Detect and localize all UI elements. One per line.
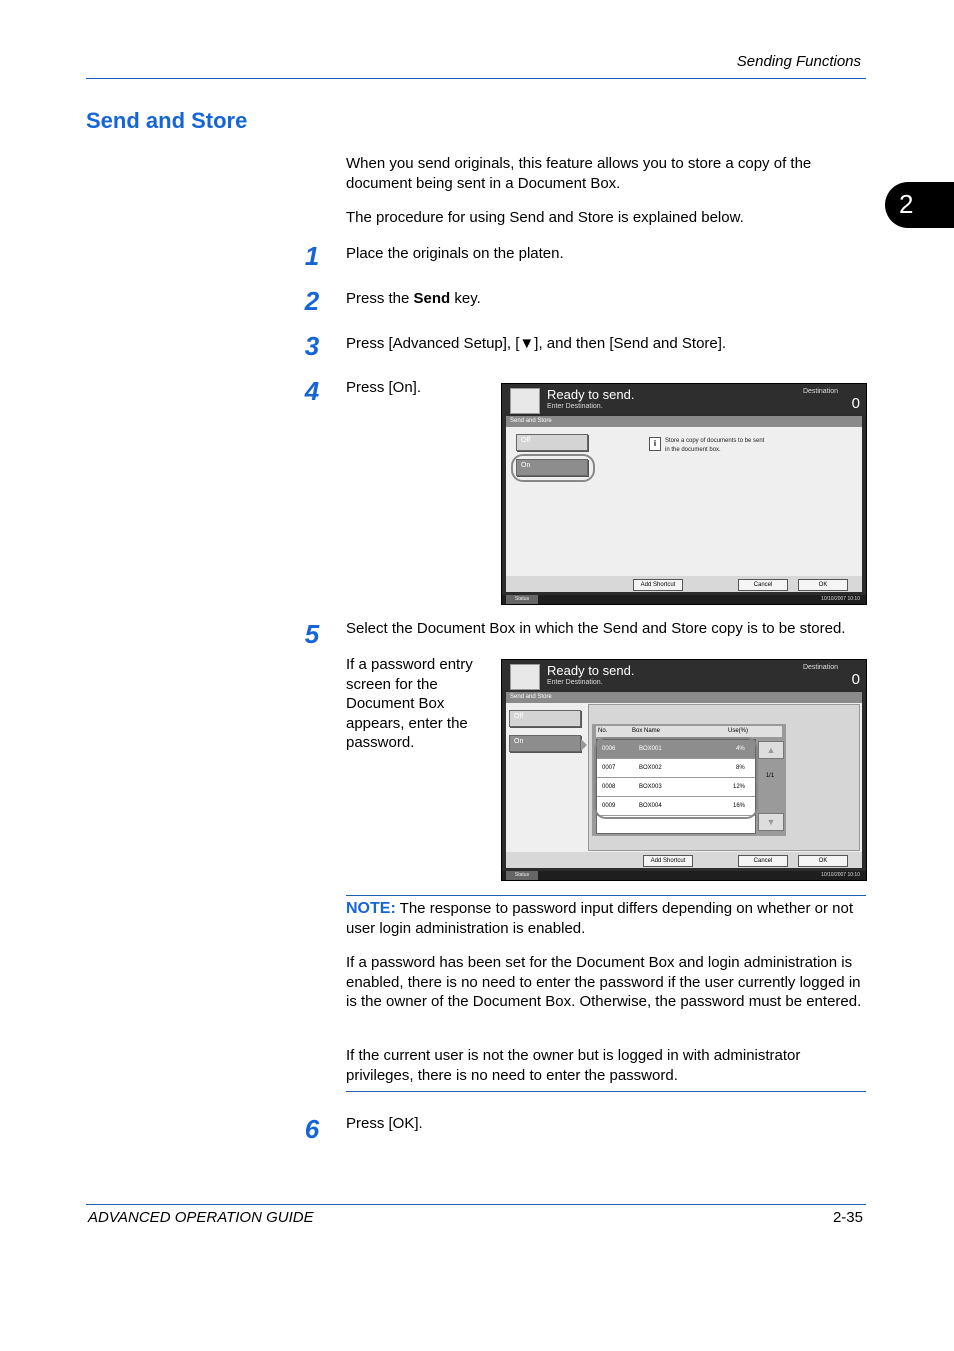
ok-button-2[interactable]: OK <box>798 855 848 867</box>
footer-rule <box>86 1204 866 1205</box>
row-no: 0007 <box>602 765 616 771</box>
step-number-4: 4 <box>304 376 320 406</box>
row-no: 0006 <box>602 746 616 752</box>
row-use: 12% <box>733 784 746 790</box>
step-number-1: 1 <box>304 241 320 271</box>
step-text-2 <box>346 289 481 309</box>
chapter-tab <box>885 182 954 228</box>
screen2-topbar <box>502 660 866 690</box>
status-button[interactable]: Status <box>506 595 538 604</box>
note-paragraph-2: If a password has been set for the Document Box and login administration is enabled, there is no need to enter the password if the user currently logged in is the owner of the Document Box. Otherwise, the password must be entered. <box>346 954 862 1010</box>
highlight-ring-2 <box>594 737 758 819</box>
screen1-datetime: 10/10/2007 10:10 <box>821 596 860 602</box>
screen1-topbar <box>502 384 866 414</box>
step-number-3: 3 <box>304 331 320 361</box>
step-text-5-pre: Select the Document Box in which the Send and Store copy is to be stored. <box>346 620 846 637</box>
row-use: 16% <box>733 803 746 809</box>
step-text-2-post: key. <box>450 290 481 307</box>
status-button-2[interactable]: Status <box>506 871 538 880</box>
step-number-2: 2 <box>304 286 320 316</box>
step-text-2-key: Send <box>413 290 451 307</box>
row-no: 0009 <box>602 803 616 809</box>
col-box-name[interactable]: Box Name <box>632 728 661 734</box>
page-title: Send and Store <box>86 108 248 133</box>
off-button-2[interactable]: Off <box>509 710 581 727</box>
highlight-ring <box>511 454 595 482</box>
screen1-info-line1: Store a copy of documents to be sent <box>665 438 765 444</box>
ok-button[interactable]: OK <box>798 579 848 591</box>
step-text-3 <box>346 334 726 354</box>
row-name: BOX003 <box>639 784 662 790</box>
screen1-strip: Send and Store <box>506 416 862 427</box>
screen2-body <box>506 692 862 852</box>
step-number-6: 6 <box>304 1114 320 1144</box>
box-table <box>592 724 786 836</box>
screen2-datetime: 10/10/2007 10:10 <box>821 872 860 878</box>
col-no[interactable]: No. <box>598 728 608 734</box>
step-text-1 <box>346 244 564 264</box>
intro-paragraph-2: The procedure for using Send and Store is explained below. <box>346 209 744 226</box>
off-button[interactable]: Off <box>516 434 588 451</box>
row-name: BOX002 <box>639 765 662 771</box>
screen2-destination: Destination <box>802 664 838 671</box>
add-shortcut-button-2[interactable]: Add Shortcut <box>643 855 693 867</box>
page-indicator: 1/1 <box>765 773 775 779</box>
send-doc-icon-2 <box>510 664 540 690</box>
intro-paragraph-1: When you send originals, this feature allows you to store a copy of the document being sent in a Document Box. <box>346 155 812 192</box>
screen1-statusbar <box>502 595 866 604</box>
screen1-dest-count: 0 <box>851 395 860 412</box>
note-rule-bottom <box>346 1091 866 1092</box>
step-text-4-pre: Press [On]. <box>346 379 422 396</box>
screen2-ready: Ready to send. <box>547 663 635 678</box>
screen2-footer <box>506 852 862 868</box>
screen1-info <box>665 437 764 455</box>
step-text-6-pre: Press [OK]. <box>346 1115 423 1132</box>
step-text-1-pre: Place the originals on the platen. <box>346 245 564 262</box>
screen1-info-line2: in the document box. <box>665 447 721 453</box>
info-icon: i <box>649 437 661 451</box>
footer-page-number: 2-35 <box>832 1209 863 1226</box>
row-name: BOX001 <box>639 746 662 752</box>
screen2-dest-count: 0 <box>851 671 860 688</box>
note-text: The response to password input differs depending on whether or not user login administration is enabled. <box>346 900 854 937</box>
box-table-header <box>596 726 782 737</box>
screen-send-and-store-on <box>501 383 867 605</box>
row-use: 4% <box>736 746 745 752</box>
screen1-enter: Enter Destination. <box>547 403 603 410</box>
scroll-up-icon[interactable]: ▲ <box>758 741 784 759</box>
chapter-number: 2 <box>899 189 914 219</box>
add-shortcut-button[interactable]: Add Shortcut <box>633 579 683 591</box>
scroll-down-icon[interactable]: ▼ <box>758 813 784 831</box>
step-text-4 <box>346 378 421 398</box>
screen1-ready: Ready to send. <box>547 387 635 402</box>
step5-sub-text: If a password entry screen for the Document Box appears, enter the password. <box>346 656 473 751</box>
screen2-strip: Send and Store <box>506 692 862 703</box>
screen2-statusbar <box>502 871 866 880</box>
note-paragraph <box>346 899 866 938</box>
on-button[interactable]: On <box>516 459 588 476</box>
row-use: 8% <box>736 765 745 771</box>
screen1-destination: Destination <box>802 388 838 395</box>
row-name: BOX004 <box>639 803 662 809</box>
step-text-3-pre: Press [Advanced Setup], [▼], and then [Send and Store]. <box>346 335 727 352</box>
pointer-arrow-icon <box>581 739 587 751</box>
running-header: Sending Functions <box>736 53 861 70</box>
note-rule-top <box>346 895 866 896</box>
step-text-2-pre: Press the <box>346 290 414 307</box>
step-number-5: 5 <box>304 619 320 649</box>
note-label: NOTE: <box>346 900 396 917</box>
cancel-button-2[interactable]: Cancel <box>738 855 788 867</box>
step-text-6 <box>346 1114 423 1134</box>
send-doc-icon <box>510 388 540 414</box>
cancel-button[interactable]: Cancel <box>738 579 788 591</box>
note-paragraph-3: If the current user is not the owner but is logged in with administrator privileges, there is no need to enter the password. <box>346 1047 801 1084</box>
footer-guide: ADVANCED OPERATION GUIDE <box>88 1209 314 1226</box>
on-button-2[interactable]: On <box>509 735 581 752</box>
header-rule <box>86 78 866 79</box>
screen1-footer <box>506 576 862 592</box>
screen2-enter: Enter Destination. <box>547 679 603 686</box>
step-text-5 <box>346 619 866 639</box>
screen1-body <box>506 416 862 576</box>
row-no: 0008 <box>602 784 616 790</box>
col-use[interactable]: Use(%) <box>728 728 749 734</box>
screen-select-box <box>501 659 867 881</box>
